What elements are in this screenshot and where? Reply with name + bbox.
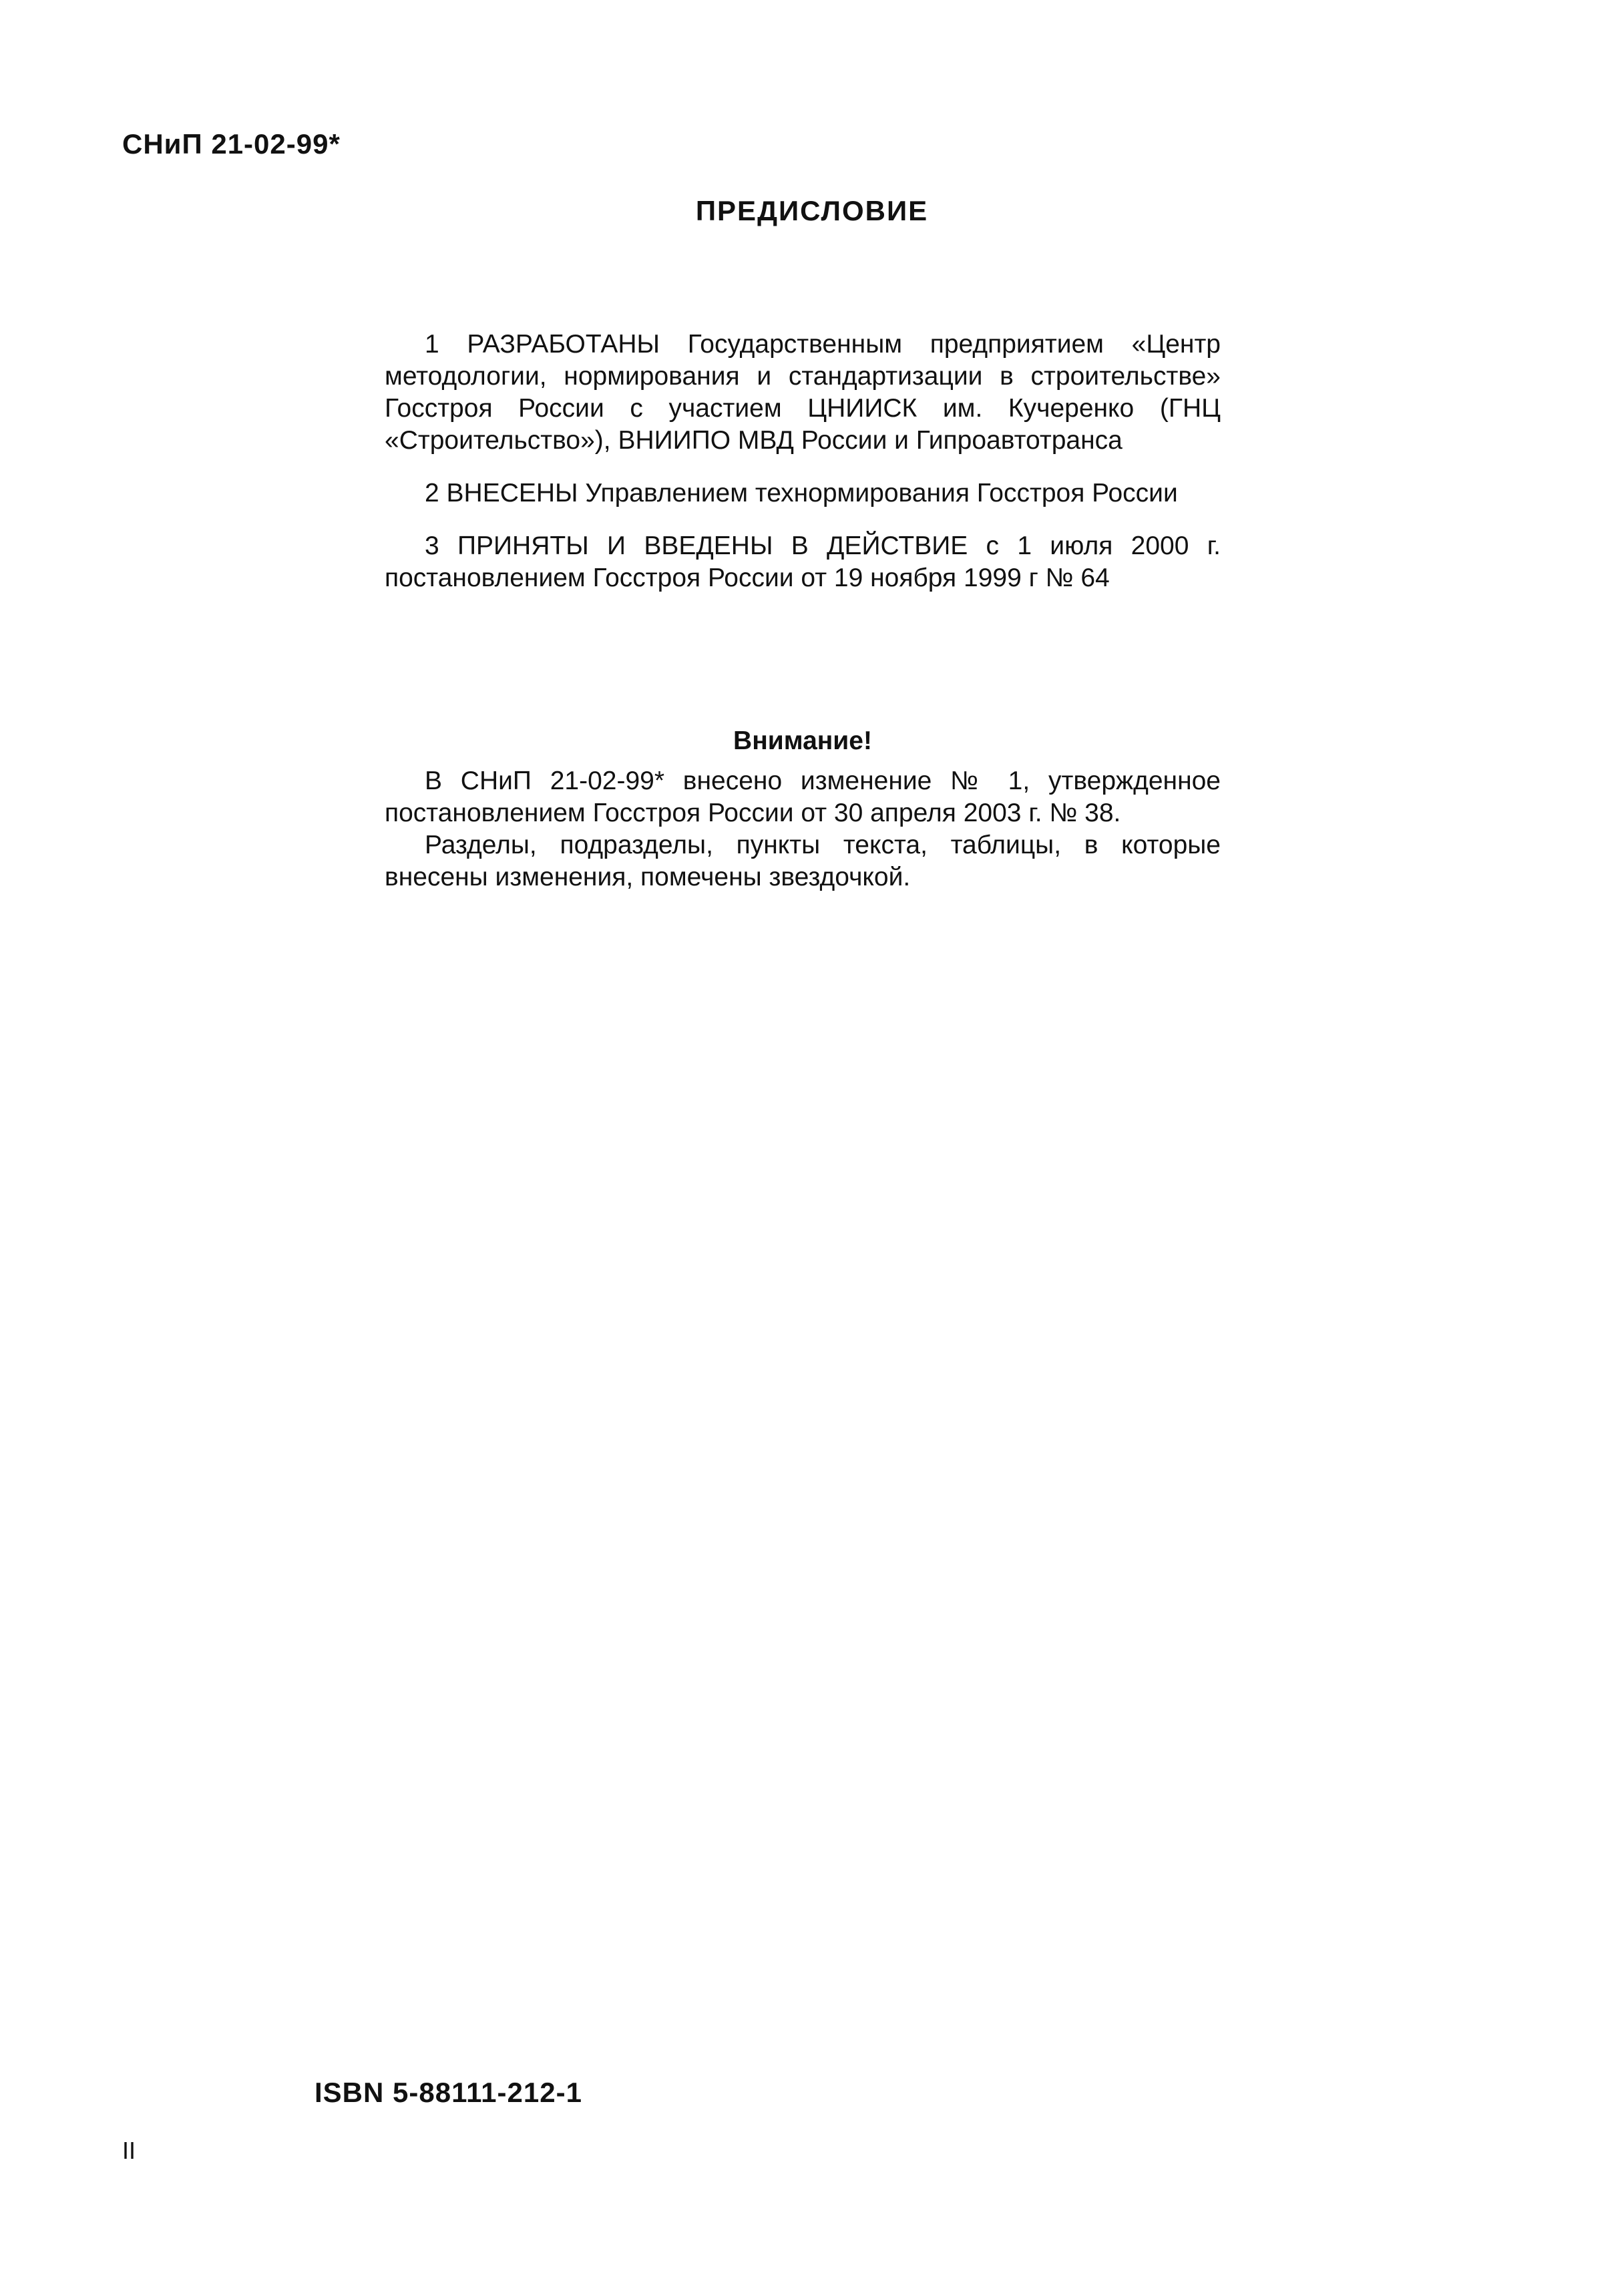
- notice-title: Внимание!: [733, 726, 872, 755]
- notice-paragraph-1: В СНиП 21-02-99* внесено изменение № 1, утвержденное постановлением Госстроя России от 30 апреля 2003 г. № 38.: [385, 767, 1221, 827]
- preface-item-1-text: Государственным предприятием «Центр методологии, нормирования и стандартизации в строительстве» Госстроя России с участием ЦНИИСК им. Кучеренко (ГНЦ «Строительство»), ВНИИПО МВД России и Гипроавтотранса: [385, 330, 1221, 455]
- document-code: СНиП 21-02-99*: [122, 128, 341, 160]
- notice-block: [385, 725, 1221, 893]
- preface-title: ПРЕДИСЛОВИЕ: [695, 195, 929, 226]
- preface-item-1: [385, 329, 1221, 457]
- preface-item-3-label: 3 ПРИНЯТЫ И ВВЕДЕНЫ В ДЕЙСТВИЕ: [425, 532, 968, 560]
- isbn: ISBN 5-88111-212-1: [315, 2077, 582, 2108]
- preface-item-3-text: с 1 июля 2000 г. постановлением Госстроя России от 19 ноября 1999 г № 64: [385, 532, 1221, 592]
- preface-item-2-label: 2 ВНЕСЕНЫ: [425, 479, 578, 507]
- preface-item-3: [385, 530, 1221, 594]
- notice-paragraph-2: Разделы, подразделы, пункты текста, таблицы, в которые внесены изменения, помечены звездочкой.: [385, 831, 1221, 891]
- preface-item-1-label: 1 РАЗРАБОТАНЫ: [425, 330, 660, 359]
- page-number: II: [122, 2137, 136, 2164]
- preface-item-2-text: Управлением технормирования Госстроя России: [578, 479, 1178, 507]
- preface-item-2: [385, 477, 1221, 509]
- preface-body: [385, 329, 1221, 615]
